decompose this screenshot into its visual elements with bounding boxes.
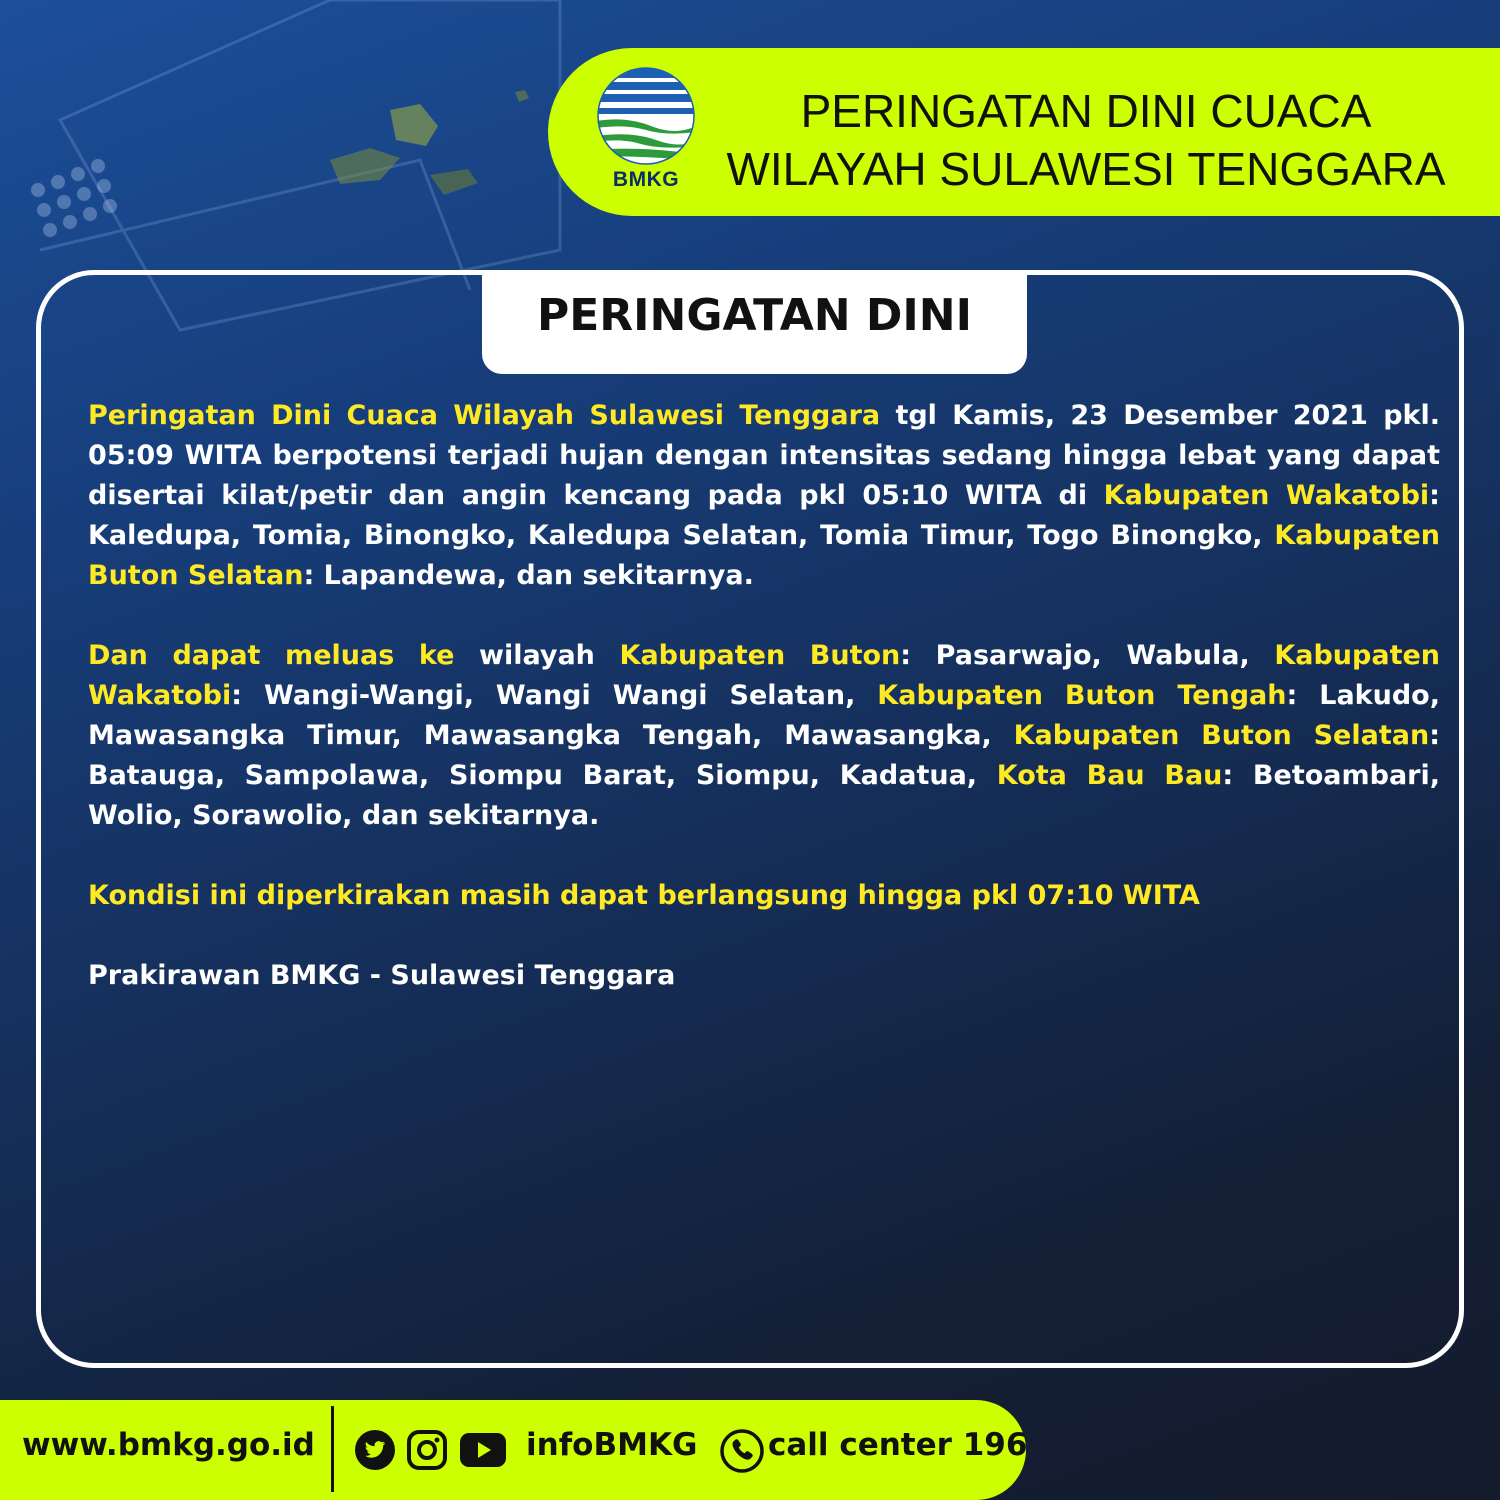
district-list: : Lapandewa, dan sekitarnya. xyxy=(303,560,754,591)
website-link[interactable]: www.bmkg.go.id xyxy=(22,1427,315,1463)
call-center-label[interactable]: call center 196 xyxy=(768,1427,1028,1463)
forecaster-signature: Prakirawan BMKG - Sulawesi Tenggara xyxy=(88,960,676,991)
district-list: : Betoambari, Wolio, Sorawolio, dan sekitarnya. xyxy=(88,760,1441,831)
district-list: : Pasarwajo, Wabula, xyxy=(900,640,1275,671)
warning-text: tgl Kamis, 23 Desember 2021 pkl. 05:09 WITA berpotensi terjadi hujan dengan intensitas sedang hingga lebat yang dapat disertai kilat/petir dan angin kencang pada pkl 05:10 WITA di xyxy=(88,400,1440,511)
region-name: Kabupaten Wakatobi xyxy=(88,640,1441,711)
footer-divider xyxy=(331,1406,334,1492)
instagram-icon[interactable] xyxy=(406,1429,448,1471)
twitter-icon[interactable] xyxy=(354,1429,396,1471)
warning-paragraph-2 xyxy=(88,636,1440,836)
warning-lead: Peringatan Dini Cuaca Wilayah Sulawesi Tenggara xyxy=(88,400,881,431)
social-handle[interactable]: infoBMKG xyxy=(526,1427,698,1463)
bmkg-logo-icon xyxy=(596,66,696,166)
bmkg-logo-text: BMKG xyxy=(612,168,680,191)
youtube-icon[interactable] xyxy=(460,1433,506,1467)
district-list: : Lakudo, Mawasangka Timur, Mawasangka Tengah, Mawasangka, xyxy=(88,680,1440,751)
region-name: Kota Bau Bau xyxy=(996,760,1223,791)
card-title-tab: PERINGATAN DINI xyxy=(482,270,1027,374)
district-list: : Batauga, Sampolawa, Siompu Barat, Siompu, Kadatua, xyxy=(88,720,1440,791)
region-name: Kabupaten Buton Selatan xyxy=(88,520,1440,591)
expansion-text: wilayah xyxy=(454,640,620,671)
warning-paragraph-1 xyxy=(88,396,1440,596)
page-title xyxy=(718,82,1454,198)
district-list: : Wangi-Wangi, Wangi Wangi Selatan, xyxy=(231,680,878,711)
page-title-line-1: PERINGATAN DINI CUACA xyxy=(800,85,1372,137)
region-name: Kabupaten Wakatobi xyxy=(1103,480,1430,511)
phone-icon[interactable] xyxy=(720,1429,764,1473)
region-name: Kabupaten Buton xyxy=(619,640,901,671)
region-name: Kabupaten Buton Tengah xyxy=(877,680,1287,711)
condition-note: Kondisi ini diperkirakan masih dapat berlangsung hingga pkl 07:10 WITA xyxy=(88,880,1200,911)
page-title-line-2: WILAYAH SULAWESI TENGGARA xyxy=(726,143,1446,195)
region-name: Kabupaten Buton Selatan xyxy=(1013,720,1430,751)
warning-content xyxy=(88,396,1440,1036)
expansion-lead: Dan dapat meluas ke xyxy=(88,640,455,671)
district-list: : Kaledupa, Tomia, Binongko, Kaledupa Selatan, Tomia Timur, Togo Binongko, xyxy=(88,480,1440,551)
bmkg-logo xyxy=(596,66,700,196)
